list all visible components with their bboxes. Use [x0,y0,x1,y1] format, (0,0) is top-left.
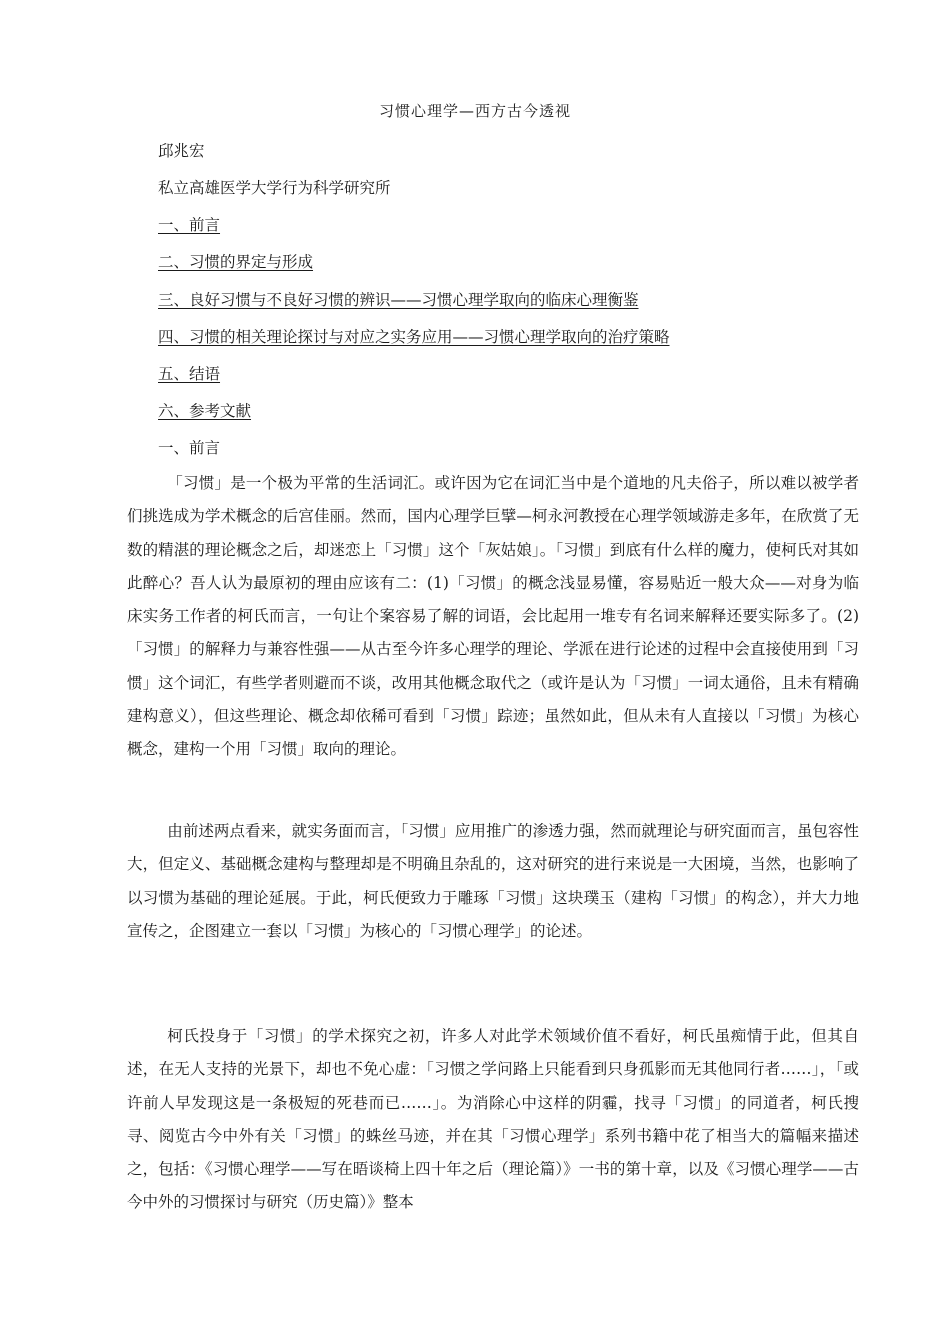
author-name: 邱兆宏 [158,142,205,160]
toc-link-conclusion[interactable]: 五、结语 [158,365,221,383]
paragraph-2: 由前述两点看来，就实务面而言，「习惯」应用推广的渗透力强，然而就理论与研究面而言，虽包容性大，但定义、基础概念建构与整理却是不明确且杂乱的，这对研究的进行来说是一大困境，当然，也影响了以习惯为基础的理论延展。于此，柯氏便致力于雕琢「习惯」这块璞玉（建构「习惯」的构念），并大力地宣传之，企图建立一套以「习惯」为核心的「习惯心理学」的论述。 [127,822,859,940]
paragraph-3: 柯氏投身于「习惯」的学术探究之初，许多人对此学术领域价值不看好，柯氏虽痴情于此，但其自述，在无人支持的光景下，却也不免心虚：「习惯之学问路上只能看到只身孤影而无其他同行者……」，「或许前人早发现这是一条极短的死巷而已……」。为消除心中这样的阴霾，找寻「习惯」的同道者，柯氏搜寻、阅览古今中外有关「习惯」的蛛丝马迹，并在其「习惯心理学」系列书籍中花了相当大的篇幅来描述之，包括：《习惯心理学——写在晤谈椅上四十年之后（理论篇）》一书的第十章，以及《习惯心理学——古今中外的习惯探讨与研究（历史篇）》整本 [127,1027,859,1212]
toc-item-5[interactable] [158,362,220,384]
document-title: 习惯心理学—西方古今透视 [378,102,571,120]
toc-link-assessment[interactable]: 三、良好习惯与不良好习惯的辨识——习惯心理学取向的临床心理衡鉴 [158,291,639,309]
toc-link-introduction[interactable]: 一、前言 [158,216,221,234]
toc-link-definition[interactable]: 二、习惯的界定与形成 [158,253,314,271]
author-affiliation: 私立高雄医学大学行为科学研究所 [158,179,391,197]
toc-item-4[interactable] [158,325,670,347]
toc-item-6[interactable] [158,399,251,421]
section-heading: 一、前言 [158,439,221,457]
toc-item-1[interactable] [158,213,220,235]
paragraph-1: 「习惯」是一个极为平常的生活词汇。或许因为它在词汇当中是个道地的凡夫俗子，所以难以被学者们挑选成为学术概念的后宫佳丽。然而，国内心理学巨擘—柯永河教授在心理学领域游走多年，在欣赏了无数的精湛的理论概念之后，却迷恋上「习惯」这个「灰姑娘」。「习惯」到底有什么样的魔力，使柯氏对其如此醉心？吾人认为最原初的理由应该有二：(1)「习惯」的概念浅显易懂，容易贴近一般大众——对身为临床实务工作者的柯氏而言，一句让个案容易了解的词语，会比起用一堆专有名词来解释还要实际多了。(2)「习惯」的解释力与兼容性强——从古至今许多心理学的理论、学派在进行论述的过程中会直接使用到「习惯」这个词汇，有些学者则避而不谈，改用其他概念取代之（或许是认为「习惯」一词太通俗，且未有精确建构意义），但这些理论、概念却依稀可看到「习惯」踪迹；虽然如此，但从未有人直接以「习惯」为核心概念，建构一个用「习惯」取向的理论。 [127,474,859,759]
toc-link-therapy[interactable]: 四、习惯的相关理论探讨与对应之实务应用——习惯心理学取向的治疗策略 [158,328,670,346]
toc-item-2[interactable] [158,250,313,272]
toc-link-references[interactable]: 六、参考文献 [158,402,252,420]
toc-item-3[interactable] [158,288,639,310]
